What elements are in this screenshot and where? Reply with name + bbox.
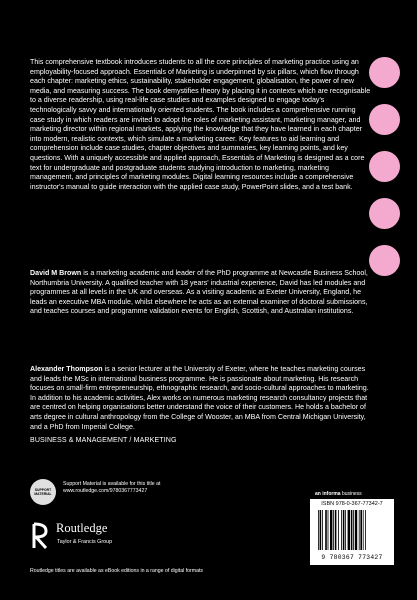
author-bio-text: is a marketing academic and leader of the PhD programme at Newcastle Business School, Northumbria University. A qualified teacher with 18 years' industrial experience, David has led modules and programmes at all levels in the UK and overseas. As a visiting academic at Exeter University, England, he leads an executive MBA module, whilst elsewhere he acts as an external examiner of doctoral submissions, and teaches courses and programme validation events for English, Scottish, and Australian institutions. — [30, 269, 368, 316]
pink-circle-icon — [369, 57, 400, 88]
book-description: This comprehensive textbook introduces students to all the core principles of marketing practice using an employability-focused approach. Essentials of Marketing is underpinned by six pillars, which flow through each chapter: marketing ethics, sustainability, stakeholder engagement, globalisation, the power of new media, and measuring success. The book demystifies theory by placing it in contexts which are recognisable to a diverse readership, using real-life case studies and examples designed to engage today's technologically savvy and internationally oriented students. The book includes a comprehensive running case study in which readers are invited to adopt the roles of marketing assistant, marketing manager, and marketing director within regional markets, applying the knowledge that they have learned in each chapter into modern, realistic contexts, which simulate a marketing career. Key features to aid learning and comprehension include case studies, chapter objectives and summaries, key learning points, and key questions. With a uniquely accessible and applied approach, Essentials of Marketing is designed as a core text for undergraduate and postgraduate students studying introduction to marketing, marketing management, and principles of marketing modules. Digital learning resources include a comprehensive instructor's manual to guide interaction with the applied case study, PowerPoint slides, and a test bank. — [30, 58, 371, 191]
author-bio-david-brown — [30, 269, 372, 317]
informa-rest: business — [340, 491, 362, 497]
support-material-note — [63, 481, 160, 495]
isbn-text: ISBN 978-0-367-77342-7 — [321, 501, 383, 507]
subject-category: BUSINESS & MANAGEMENT / MARKETING — [30, 436, 177, 444]
pink-circle-icon — [369, 245, 400, 276]
footer-note: Routledge titles are available as eBook editions in a range of digital formats — [30, 568, 204, 574]
badge-bottom-text: MATERIAL — [34, 492, 52, 496]
pink-circle-icon — [369, 151, 400, 182]
isbn-barcode — [310, 499, 394, 565]
pink-circle-icon — [369, 104, 400, 135]
author-name: Alexander Thompson — [30, 365, 103, 373]
informa-bold: an informa — [315, 491, 341, 497]
barcode-bars — [318, 510, 386, 550]
support-line: Support Material is available for this title at — [63, 481, 161, 487]
author-bio-text: is a senior lecturer at the University of Exeter, where he teaches marketing courses and leads the MSc in international business programme. He is passionate about marketing. His research focuses on small-firm entrepreneurship, ethnographic research, and socio-cultural approaches to marketing. In addition to his academic activities, Alex works on numerous marketing research consultancy projects that are centred on helping organisations better understand the voice of their customers. He holds a bachelor of arts degree in cultural anthropology from the College of Wooster, an MBA from Central Michigan University, and a PhD from Imperial College. — [30, 365, 369, 431]
publisher-group: Taylor & Francis Group — [57, 539, 113, 545]
author-bio-alexander-thompson — [30, 365, 372, 432]
routledge-logo-icon — [30, 522, 52, 550]
barcode-digits: 9 780367 773427 — [321, 554, 383, 561]
support-material-badge-icon — [30, 479, 56, 505]
publisher-name: Routledge — [56, 521, 108, 535]
pink-circle-icon — [369, 198, 400, 229]
support-url: www.routledge.com/9780367773427 — [63, 488, 148, 495]
badge-top-text: SUPPORT — [34, 488, 52, 492]
author-name: David M Brown — [30, 269, 82, 277]
informa-business-label — [315, 491, 362, 497]
